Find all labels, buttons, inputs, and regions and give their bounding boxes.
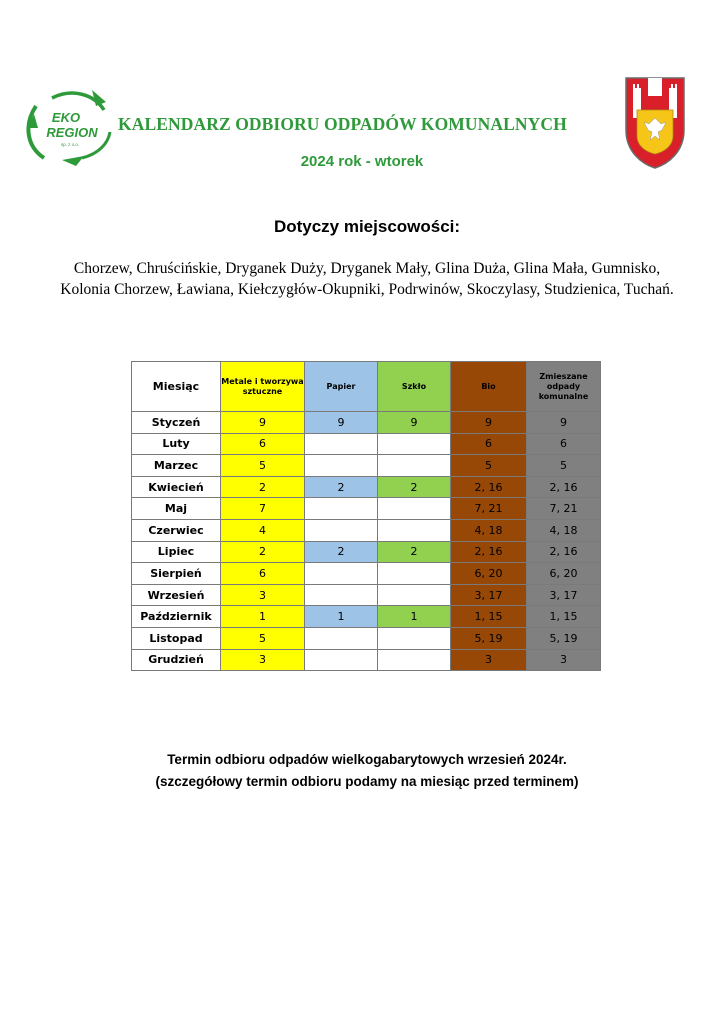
glass-cell: [378, 563, 451, 585]
month-cell: Marzec: [132, 455, 221, 477]
paper-cell: [305, 563, 378, 585]
logo-text-eko: EKO: [51, 110, 81, 125]
coat-of-arms: [624, 74, 686, 170]
paper-cell: [305, 455, 378, 477]
paper-cell: [305, 519, 378, 541]
header-paper: Papier: [305, 362, 378, 412]
schedule-table: [131, 361, 601, 671]
mixed-cell: 1, 15: [527, 606, 601, 628]
table-row: [132, 476, 601, 498]
glass-cell: [378, 498, 451, 520]
mixed-cell: 2, 16: [527, 476, 601, 498]
table-row: [132, 455, 601, 477]
metals-cell: 5: [221, 627, 305, 649]
table-row: [132, 541, 601, 563]
logo-text-company: sp. z o.o.: [60, 142, 80, 147]
bio-cell: 6, 20: [451, 563, 527, 585]
bio-cell: 3: [451, 649, 527, 671]
table-row: [132, 433, 601, 455]
glass-cell: 1: [378, 606, 451, 628]
mixed-cell: 5: [527, 455, 601, 477]
metals-cell: 2: [221, 541, 305, 563]
note-line-1: Termin odbioru odpadów wielkogabarytowych wrzesień 2024r.: [167, 752, 567, 767]
month-cell: Sierpień: [132, 563, 221, 585]
metals-cell: 5: [221, 455, 305, 477]
table-row: [132, 563, 601, 585]
metals-cell: 6: [221, 433, 305, 455]
metals-cell: 3: [221, 649, 305, 671]
month-cell: Styczeń: [132, 412, 221, 434]
metals-cell: 6: [221, 563, 305, 585]
bio-cell: 7, 21: [451, 498, 527, 520]
towns-list: Chorzew, Chruścińskie, Dryganek Duży, Dryganek Mały, Glina Duża, Glina Mała, Gumnisko, Kolonia Chorzew, Ławiana, Kiełczygłów-Okupniki, Podrwinów, Skoczylasy, Studzienica, Tuchań.: [60, 260, 674, 298]
bio-cell: 6: [451, 433, 527, 455]
bio-cell: 1, 15: [451, 606, 527, 628]
table-row: [132, 412, 601, 434]
bio-cell: 5, 19: [451, 627, 527, 649]
paper-cell: 9: [305, 412, 378, 434]
table-row: [132, 649, 601, 671]
mixed-cell: 2, 16: [527, 541, 601, 563]
glass-cell: [378, 433, 451, 455]
glass-cell: 9: [378, 412, 451, 434]
month-cell: Grudzień: [132, 649, 221, 671]
paper-cell: 1: [305, 606, 378, 628]
glass-cell: 2: [378, 476, 451, 498]
metals-cell: 9: [221, 412, 305, 434]
bio-cell: 5: [451, 455, 527, 477]
metals-cell: 3: [221, 584, 305, 606]
glass-cell: 2: [378, 541, 451, 563]
paper-cell: [305, 584, 378, 606]
applies-heading: Dotyczy miejscowości:: [273, 217, 461, 236]
glass-cell: [378, 455, 451, 477]
header-glass: Szkło: [378, 362, 451, 412]
table-row: [132, 519, 601, 541]
glass-cell: [378, 584, 451, 606]
glass-cell: [378, 519, 451, 541]
header-mixed: Zmieszane odpady komunalne: [527, 362, 601, 412]
mixed-cell: 3, 17: [527, 584, 601, 606]
metals-cell: 7: [221, 498, 305, 520]
table-header-row: [132, 362, 601, 412]
table-row: [132, 584, 601, 606]
paper-cell: [305, 498, 378, 520]
metals-cell: 2: [221, 476, 305, 498]
paper-cell: [305, 627, 378, 649]
page-subtitle: 2024 rok - wtorek: [300, 153, 424, 170]
mixed-cell: 7, 21: [527, 498, 601, 520]
month-cell: Kwiecień: [132, 476, 221, 498]
paper-cell: [305, 649, 378, 671]
month-cell: Listopad: [132, 627, 221, 649]
paper-cell: 2: [305, 476, 378, 498]
mixed-cell: 9: [527, 412, 601, 434]
bio-cell: 4, 18: [451, 519, 527, 541]
table-row: [132, 498, 601, 520]
month-cell: Październik: [132, 606, 221, 628]
table-row: [132, 627, 601, 649]
header-bio: Bio: [451, 362, 527, 412]
bio-cell: 2, 16: [451, 541, 527, 563]
header-metals: Metale i tworzywa sztuczne: [221, 362, 305, 412]
mixed-cell: 6: [527, 433, 601, 455]
month-cell: Czerwiec: [132, 519, 221, 541]
month-cell: Luty: [132, 433, 221, 455]
paper-cell: [305, 433, 378, 455]
bio-cell: 3, 17: [451, 584, 527, 606]
bio-cell: 2, 16: [451, 476, 527, 498]
logo-text-region: REGION: [46, 125, 98, 140]
metals-cell: 4: [221, 519, 305, 541]
mixed-cell: 5, 19: [527, 627, 601, 649]
mixed-cell: 6, 20: [527, 563, 601, 585]
month-cell: Wrzesień: [132, 584, 221, 606]
month-cell: Maj: [132, 498, 221, 520]
page-title: KALENDARZ ODBIORU ODPADÓW KOMUNALNYCH: [118, 114, 567, 134]
month-cell: Lipiec: [132, 541, 221, 563]
glass-cell: [378, 627, 451, 649]
metals-cell: 1: [221, 606, 305, 628]
table-row: [132, 606, 601, 628]
bulky-waste-note: [0, 749, 724, 793]
mixed-cell: 4, 18: [527, 519, 601, 541]
bio-cell: 9: [451, 412, 527, 434]
paper-cell: 2: [305, 541, 378, 563]
glass-cell: [378, 649, 451, 671]
header-month: Miesiąc: [132, 362, 221, 412]
note-line-2: (szczegółowy termin odbioru podamy na miesiąc przed terminem): [155, 774, 579, 789]
mixed-cell: 3: [527, 649, 601, 671]
